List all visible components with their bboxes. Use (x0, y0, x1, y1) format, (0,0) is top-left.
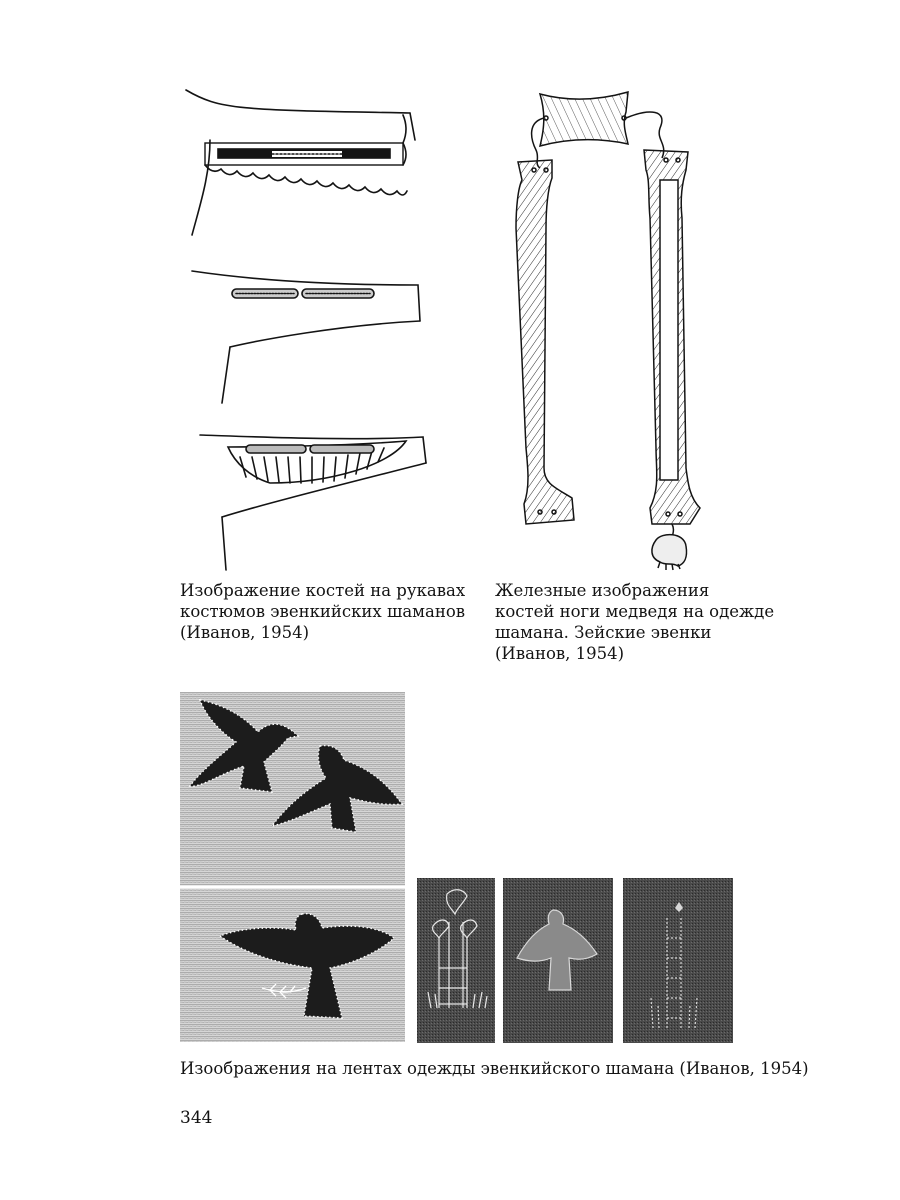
caption-line: костей ноги медведя на одежде (495, 602, 775, 621)
caption-line: Железные изображения (495, 581, 710, 600)
caption-line: (Иванов, 1954) (180, 623, 310, 642)
ribbon-eagle (503, 878, 613, 1043)
bird-patches-photo (180, 692, 405, 1042)
crossbar (540, 92, 628, 146)
sleeve-2 (192, 271, 420, 403)
sleeves-caption (180, 580, 465, 643)
bear-bones-svg (500, 88, 710, 573)
caption-line: шамана. Зейские эвенки (495, 623, 712, 642)
sleeve-3 (200, 435, 426, 570)
sleeve-1 (186, 90, 415, 235)
sleeve-drawings-svg (180, 85, 450, 575)
page-number: 344 (180, 1108, 213, 1128)
ribbon-ladder (623, 878, 733, 1043)
sleeve-drawings-figure (180, 85, 450, 575)
bone-plate-left (516, 160, 574, 524)
caption-line: костюмов эвенкийских шаманов (180, 602, 466, 621)
bear-bones-caption (495, 580, 774, 664)
caption-line: (Иванов, 1954) (495, 644, 625, 663)
bear-paw (652, 524, 687, 570)
ribbon-bird-tree (417, 878, 495, 1043)
ribbons-caption: Изоображения на лентах одежды эвенкийского шамана (Иванов, 1954) (180, 1059, 809, 1078)
caption-line: Изображение костей на рукавах (180, 581, 466, 600)
bone-plate-right (644, 150, 700, 524)
bear-bones-figure (500, 88, 710, 573)
